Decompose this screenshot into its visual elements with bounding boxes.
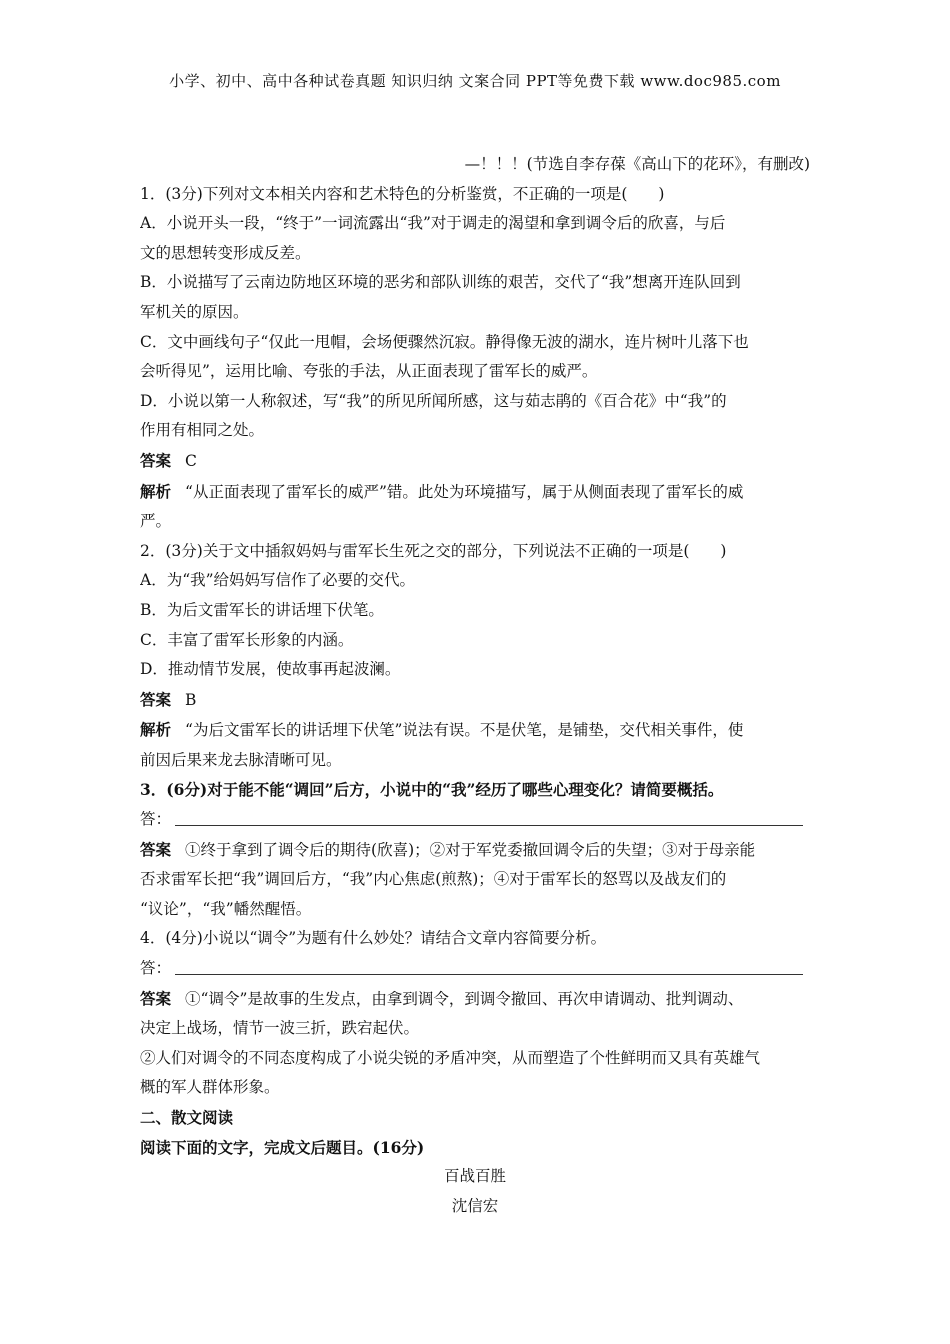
q2-answer (140, 685, 810, 716)
q4-answer-line1 (140, 984, 810, 1015)
q2-option-b: B．为后文雷军长的讲话埋下伏笔。 (140, 600, 384, 619)
source-citation: —！！！(节选自李存葆《高山下的花环》，有删改) (464, 155, 810, 173)
q4-answer-line3: ②人们对调令的不同态度构成了小说尖锐的矛盾冲突，从而塑造了个性鲜明而又具有英雄气 (140, 1048, 761, 1067)
q2-analysis-line2: 前因后果来龙去脉清晰可见。 (140, 750, 342, 769)
q1-option-d-line1: D．小说以第一人称叙述，写“我”的所见所闻所感，这与茹志鹃的《百合花》中“我”的 (140, 391, 727, 410)
q2-analysis-line1 (140, 715, 810, 746)
q4-answer-line4: 概的军人群体形象。 (140, 1078, 280, 1097)
q3-answer-text: ①终于拿到了调令后的期待(欣喜)；②对于军党委撤回调令后的失望；③对于母亲能 (185, 840, 756, 859)
q1-answer (140, 446, 810, 477)
q4-answer-line2: 决定上战场，情节一波三折，跌宕起伏。 (140, 1019, 420, 1038)
q1-option-c-line2: 会听得见”，运用比喻、夸张的手法，从正面表现了雷军长的威严。 (140, 362, 598, 381)
document-body (140, 150, 810, 1221)
q3-answer-line3: “议论”，“我”幡然醒悟。 (140, 899, 312, 918)
q2-answer-value: B (185, 690, 197, 709)
q4-answer-blank-line[interactable] (175, 958, 803, 975)
q1-option-c-line1: C．文中画线句子“仅此一甩帽，会场便骤然沉寂。静得像无波的湖水，连片树叶儿落下也 (140, 332, 749, 351)
q1-option-a-line2: 文的思想转变形成反差。 (140, 243, 311, 262)
analysis-label: 解析 (140, 481, 172, 501)
q1-analysis-line1 (140, 477, 810, 508)
analysis-label: 解析 (140, 720, 172, 740)
q1-analysis-text: “从正面表现了雷军长的威严”错。此处为环境描写，属于从侧面表现了雷军长的威 (185, 482, 744, 501)
section-heading: 二、散文阅读 (140, 1108, 234, 1127)
q3-answer-blank-line[interactable] (175, 809, 803, 826)
q2-stem: 2．(3分)关于文中插叙妈妈与雷军长生死之交的部分，下列说法不正确的一项是( ) (140, 541, 727, 560)
q1-option-b-line1: B．小说描写了云南边防地区环境的恶劣和部队训练的艰苦，交代了“我”想离开连队回到 (140, 273, 741, 292)
q3-answer-prompt: 答： (140, 810, 172, 829)
q1-stem: 1．(3分)下列对文本相关内容和艺术特色的分析鉴赏，不正确的一项是( ) (140, 184, 665, 203)
section-instruction: 阅读下面的文字，完成文后题目。(16分) (140, 1137, 425, 1157)
q1-option-b-line2: 军机关的原因。 (140, 302, 249, 321)
answer-label: 答案 (140, 839, 172, 859)
answer-label: 答案 (140, 689, 172, 709)
q1-option-a-line1: A．小说开头一段，“终于”一词流露出“我”对于调走的渴望和拿到调令后的欣喜，与后 (140, 214, 726, 233)
q4-answer-blank-row (140, 954, 810, 984)
q3-answer-blank-row (140, 805, 810, 835)
q3-stem: 3．(6分)对于能不能“调回”后方，小说中的“我”经历了哪些心理变化？请简要概括。 (140, 780, 724, 800)
answer-label: 答案 (140, 450, 172, 470)
essay-author: 沈信宏 (451, 1196, 499, 1215)
answer-label: 答案 (140, 988, 172, 1008)
q4-answer-text: ①“调令”是故事的生发点，由拿到调令，到调令撤回、再次申请调动、批判调动、 (185, 989, 744, 1008)
essay-title: 百战百胜 (443, 1167, 506, 1186)
q2-analysis-text: “为后文雷军长的讲话埋下伏笔”说法有误。不是伏笔，是铺垫，交代相关事件，使 (185, 721, 744, 740)
q1-answer-value: C (185, 451, 197, 470)
q4-stem: 4．(4分)小说以“调令”为题有什么妙处？请结合文章内容简要分析。 (140, 929, 607, 948)
page-header: 小学、初中、高中各种试卷真题 知识归纳 文案合同 PPT等免费下载 www.doc985.com (169, 72, 781, 90)
q1-analysis-line2: 严。 (140, 512, 172, 531)
q3-answer-line2: 否求雷军长把“我”调回后方，“我”内心焦虑(煎熬)；④对于雷军长的怒骂以及战友们的 (140, 870, 727, 889)
q2-option-a: A．为“我”给妈妈写信作了必要的交代。 (140, 571, 416, 590)
q2-option-d: D．推动情节发展，使故事再起波澜。 (140, 660, 401, 679)
q4-answer-prompt: 答： (140, 959, 172, 978)
q1-option-d-line2: 作用有相同之处。 (140, 421, 265, 440)
q2-option-c: C．丰富了雷军长形象的内涵。 (140, 630, 354, 649)
q3-answer-line1 (140, 835, 810, 866)
